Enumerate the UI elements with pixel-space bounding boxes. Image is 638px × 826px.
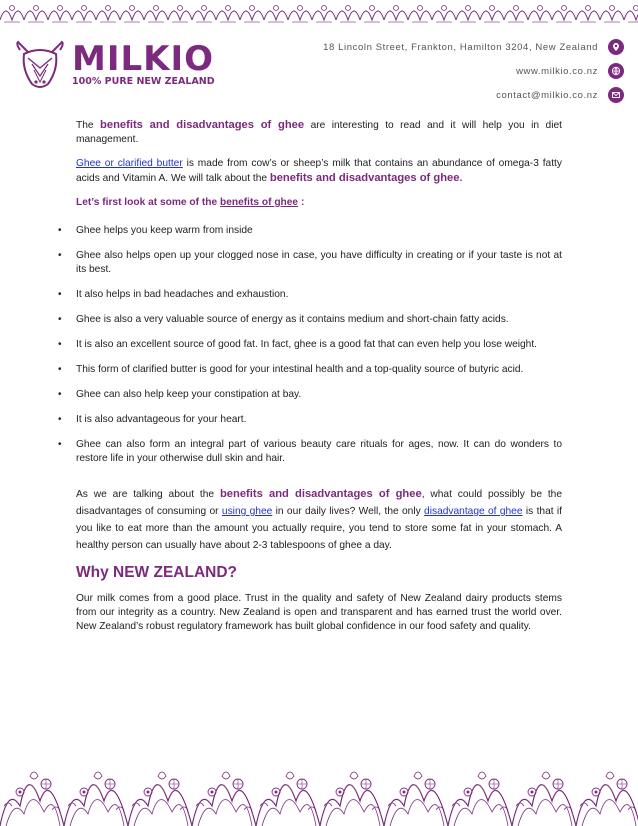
letterhead [0,30,638,102]
intro-paragraph [76,118,562,147]
bullet: • [58,414,62,425]
definition-paragraph [76,157,562,186]
disadvantage-of-ghee-link[interactable]: disadvantage of ghee [424,506,523,517]
list-item-text: It is also an excellent source of good fat. In fact, ghee is a good fat that can even help you lose weight. [76,339,537,350]
list-item-text: It also helps in bad headaches and exhaustion. [76,289,289,300]
floral-border-top-graphic [0,0,638,24]
colon: : [300,197,305,208]
keyword-highlight: benefits and disadvantages of ghee [100,119,305,131]
bullet: • [58,364,62,375]
floral-border-bottom-graphic [0,746,638,826]
disadvantages-text: , what could possibly be the disadvantages of consuming or [76,489,563,517]
bullet: • [58,289,62,300]
list-item-text: It is also advantageous for your heart. [76,414,247,425]
bullet: • [58,439,62,450]
benefits-list [58,224,562,466]
benefits-of-ghee-link[interactable]: benefits of ghee [219,197,299,208]
decorative-bottom-border [0,746,638,826]
website-row [323,60,624,82]
location-pin-icon [608,39,624,55]
mail-icon [608,87,624,103]
disadvantages-paragraph [76,486,562,554]
website-text[interactable]: www.milkio.co.nz [516,65,598,77]
bullet: • [58,225,62,236]
address-row [323,36,624,58]
list-item [58,249,562,277]
contact-block [323,36,624,108]
list-item-text: Ghee can also form an integral part of various beauty care rituals for ages, now. It can do wonders to restore life in your otherwise dull skin and hair. [76,439,562,464]
list-item [58,224,562,238]
article-body [58,118,563,634]
address-text: 18 Lincoln Street, Frankton, Hamilton 3204, New Zealand [323,41,598,53]
disadvantages-text: is that if you like to eat more than the amount you actually require, you tend to store some fat in your stomach. A healthy person can usually have about 2-3 tablespoons of ghee a day. [76,506,563,551]
decorative-top-border [0,0,638,24]
benefits-lead-text: Let’s first look at some of the [76,197,218,208]
benefits-lead [76,196,562,210]
brand-logo [14,40,215,92]
intro-text: are interesting to read and it will help you in diet management. [76,120,562,145]
intro-text: The [76,120,94,131]
disadvantages-text: in our daily lives? Well, the only [275,506,421,517]
list-item-text: Ghee is also a very valuable source of energy as it contains medium and short-chain fatty acids. [76,314,509,325]
list-item [58,363,562,377]
cow-head-logo-icon [14,40,66,92]
list-item [58,338,562,352]
why-nz-paragraph: Our milk comes from a good place. Trust in the quality and safety of New Zealand dairy products stems from our integrity as a country. New Zealand is open and transparent and has earned trust the world over. New Zealand’s robust regulatory framework has built global confidence in our food safety and quality. [76,593,562,632]
using-ghee-link[interactable]: using ghee [221,506,273,517]
list-item-text: Ghee helps you keep warm from inside [76,225,253,236]
list-item [58,313,562,327]
keyword-highlight: benefits and disadvantages of ghee [219,488,422,500]
period: . [459,173,463,184]
email-row [323,84,624,106]
list-item [58,438,562,466]
definition-text: is made from cow’s or sheep’s milk that contains an abundance of omega-3 fatty acids and Vitamin A. We will talk about the [76,158,562,184]
list-item-text: This form of clarified butter is good for your intestinal health and a top-quality source of butyric acid. [76,364,524,375]
bullet: • [58,339,62,350]
bullet: • [58,389,62,400]
list-item-text: Ghee can also help keep your constipation at bay. [76,389,302,400]
bullet: • [58,250,62,261]
why-nz-heading: Why NEW ZEALAND? [76,564,238,581]
disadvantages-text: As we are talking about the [76,489,215,500]
list-item [58,388,562,402]
keyword-highlight: benefits and disadvantages of ghee [269,172,460,184]
logo-tagline: 100% PURE NEW ZEALAND [72,76,215,87]
email-text[interactable]: contact@milkio.co.nz [496,89,598,101]
globe-icon [608,63,624,79]
bullet: • [58,314,62,325]
list-item-text: Ghee also helps open up your clogged nose in case, you have difficulty in creating or if your taste is not at its best. [76,250,562,275]
clarified-butter-link[interactable]: Ghee or clarified butter [76,158,183,169]
list-item [58,288,562,302]
logo-wordmark: MILKIO [72,39,215,79]
list-item [58,413,562,427]
